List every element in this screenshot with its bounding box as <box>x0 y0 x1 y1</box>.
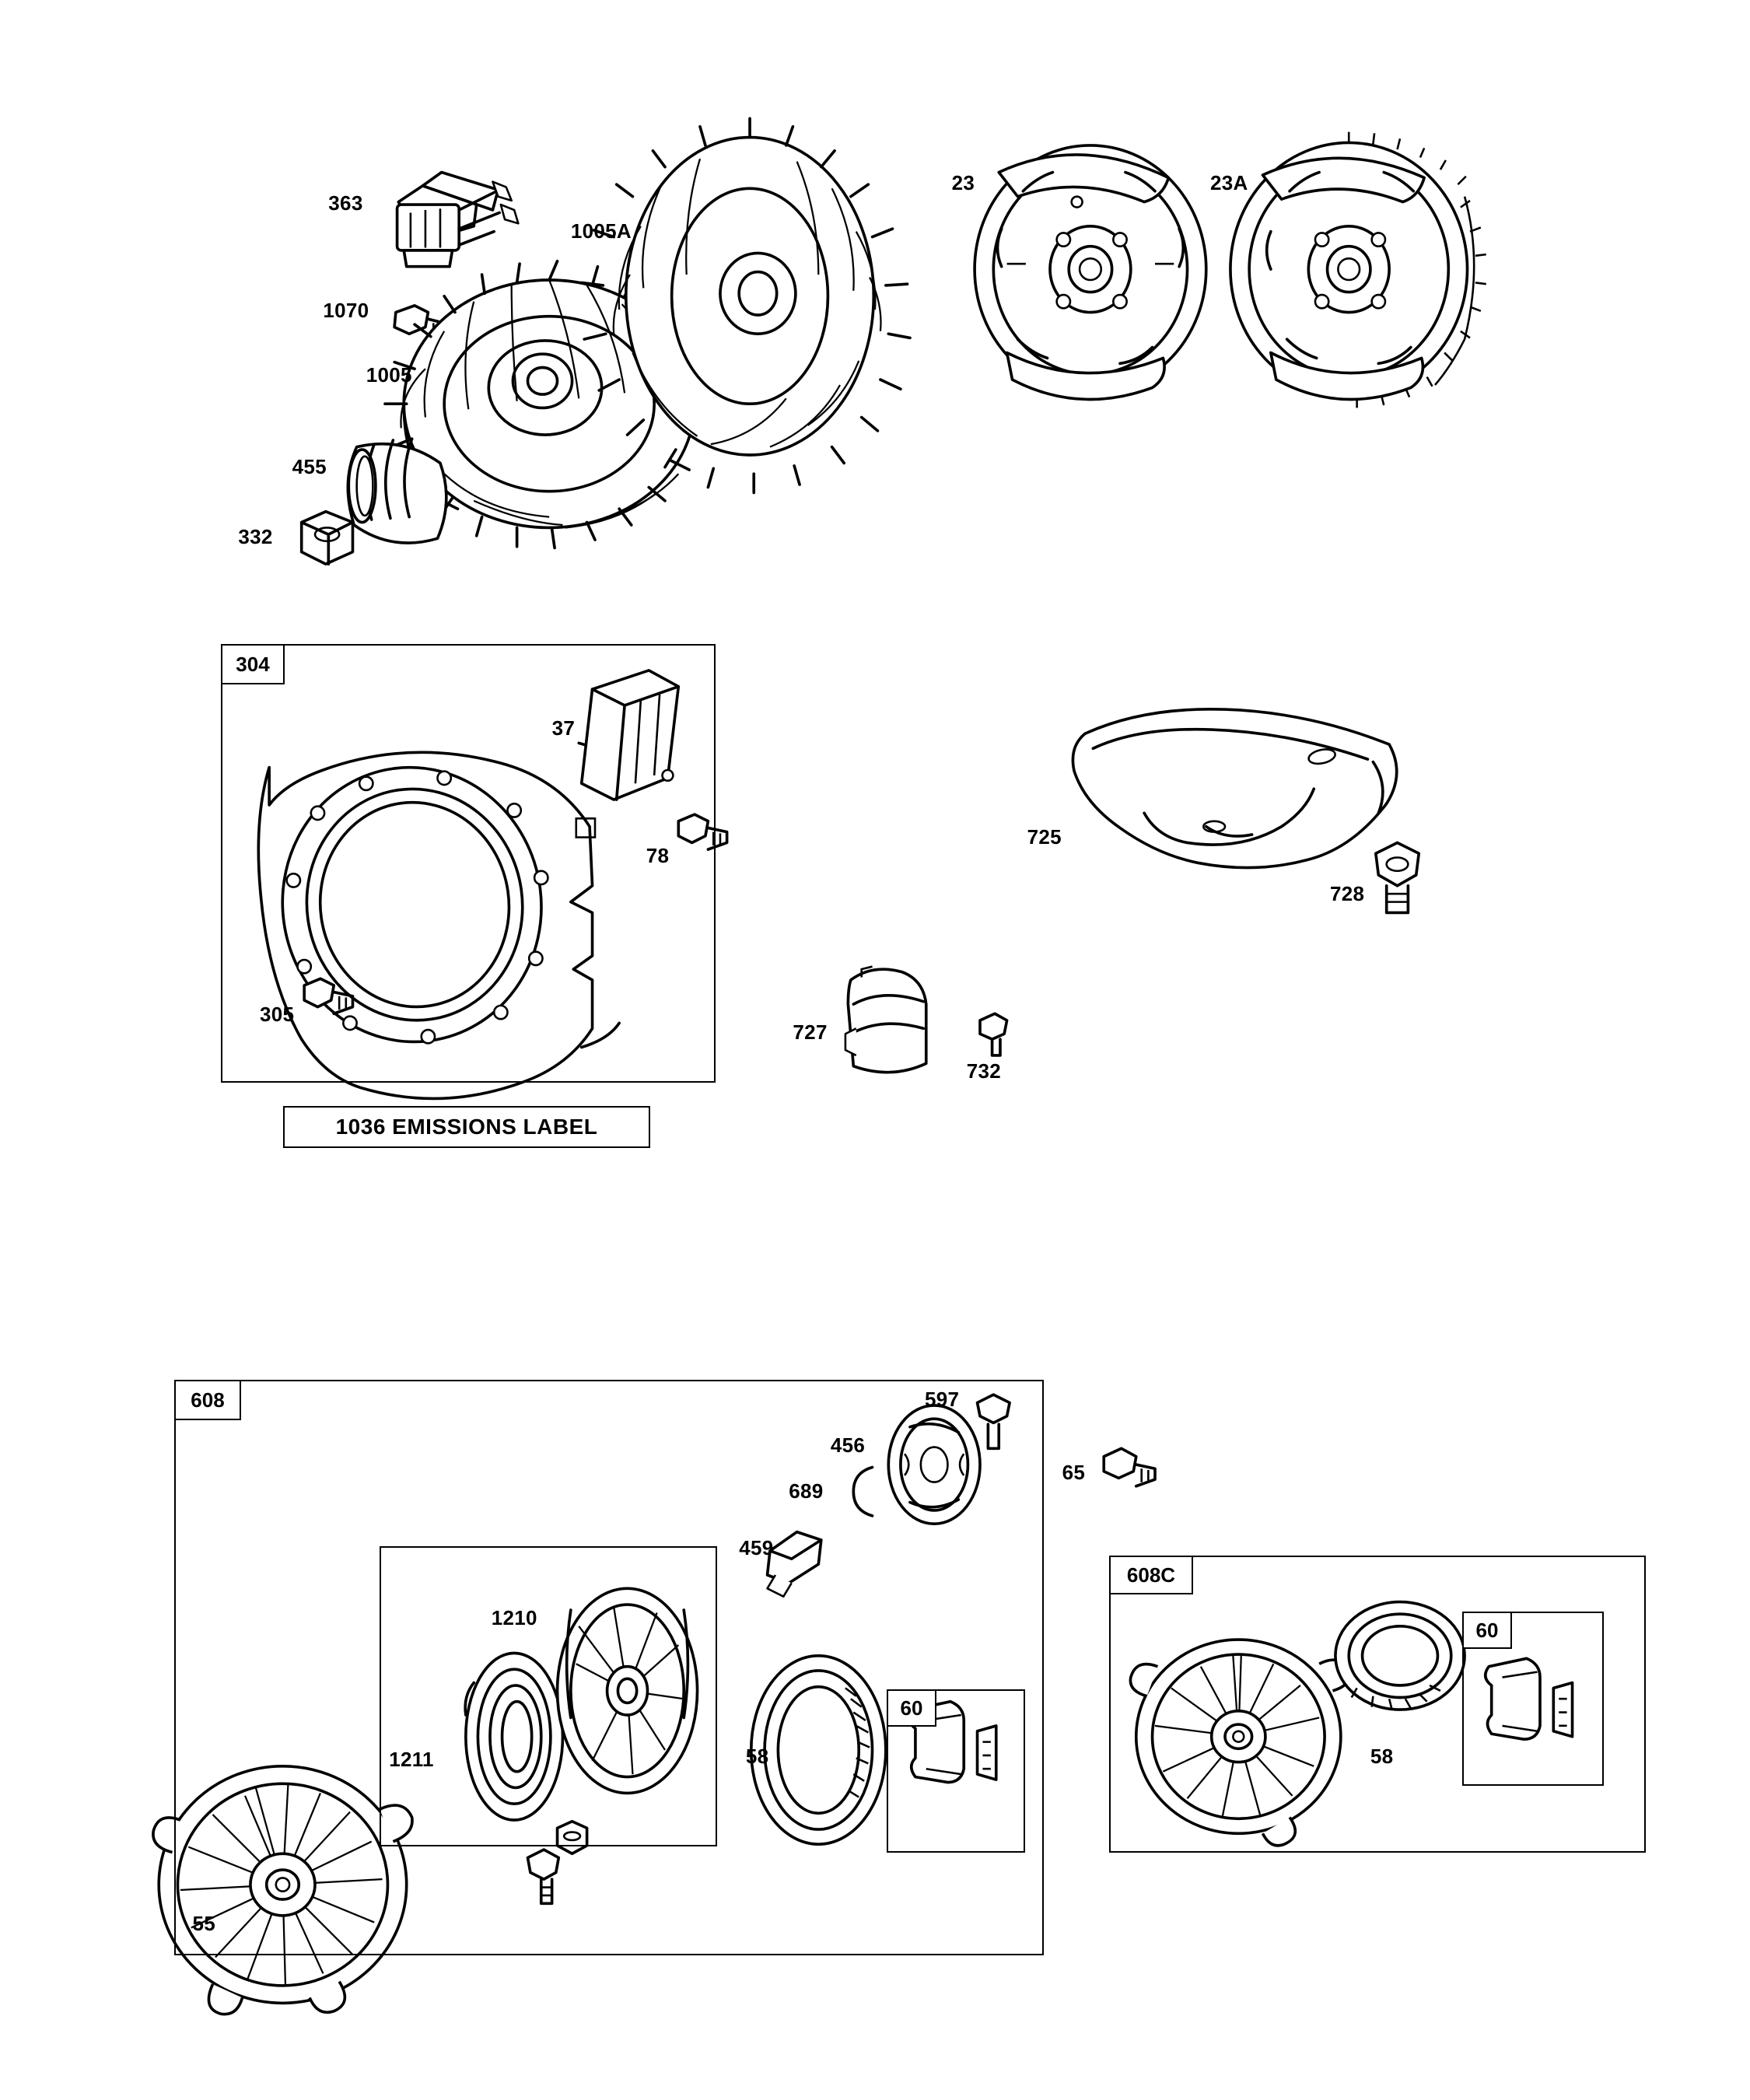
part-727-cover <box>845 967 926 1073</box>
callout-1005A: 1005A <box>570 219 632 243</box>
callout-363: 363 <box>328 191 363 215</box>
callout-1211: 1211 <box>389 1747 434 1771</box>
part-65-screw <box>1104 1448 1155 1486</box>
callout-37: 37 <box>551 716 576 740</box>
part-728-bolt <box>1376 842 1419 912</box>
group-box-304 <box>221 644 716 1083</box>
group-box-608C-label: 608C <box>1126 1563 1176 1587</box>
callout-732: 732 <box>966 1059 1001 1083</box>
callout-725: 725 <box>1027 824 1062 849</box>
callout-728: 728 <box>1330 881 1365 905</box>
callout-23A: 23A <box>1209 170 1248 194</box>
group-box-1210-1211 <box>380 1546 717 1846</box>
callout-459: 459 <box>739 1535 774 1559</box>
group-box-60-b-label: 60 <box>1475 1618 1499 1642</box>
callout-65: 65 <box>1062 1460 1086 1484</box>
callout-305: 305 <box>260 1003 295 1027</box>
group-box-608-label: 608 <box>191 1388 225 1412</box>
callout-332: 332 <box>238 525 273 548</box>
group-box-60-a-label: 60 <box>900 1696 923 1720</box>
part-732-screw <box>980 1013 1007 1055</box>
callout-58b: 58 <box>1370 1745 1394 1769</box>
group-box-608-tag <box>174 1380 241 1420</box>
callout-1005: 1005 <box>366 363 412 387</box>
callout-58: 58 <box>745 1745 769 1769</box>
part-23A-flywheel-ring-gear <box>1230 132 1486 408</box>
part-23-flywheel <box>975 145 1206 400</box>
group-box-60-a-tag <box>887 1689 936 1727</box>
part-363-armature <box>397 173 519 267</box>
part-332-nut <box>302 512 353 565</box>
callout-689: 689 <box>789 1479 824 1503</box>
group-box-60-b-tag <box>1462 1612 1512 1649</box>
group-box-608C-tag <box>1109 1556 1193 1594</box>
part-725-heat-shield <box>1073 709 1396 868</box>
callout-78: 78 <box>646 844 670 868</box>
callout-456: 456 <box>830 1433 866 1458</box>
group-box-304-tag <box>221 644 285 684</box>
callout-55: 55 <box>192 1911 216 1935</box>
emissions-label-box <box>283 1106 650 1148</box>
callout-597: 597 <box>925 1388 960 1412</box>
callout-455: 455 <box>292 455 327 478</box>
emissions-label-text: 1036 EMISSIONS LABEL <box>335 1115 598 1139</box>
callout-1210: 1210 <box>491 1605 537 1629</box>
group-box-304-label: 304 <box>236 652 270 676</box>
callout-23: 23 <box>951 170 975 194</box>
callout-727: 727 <box>793 1020 828 1044</box>
callout-1070: 1070 <box>323 299 369 323</box>
